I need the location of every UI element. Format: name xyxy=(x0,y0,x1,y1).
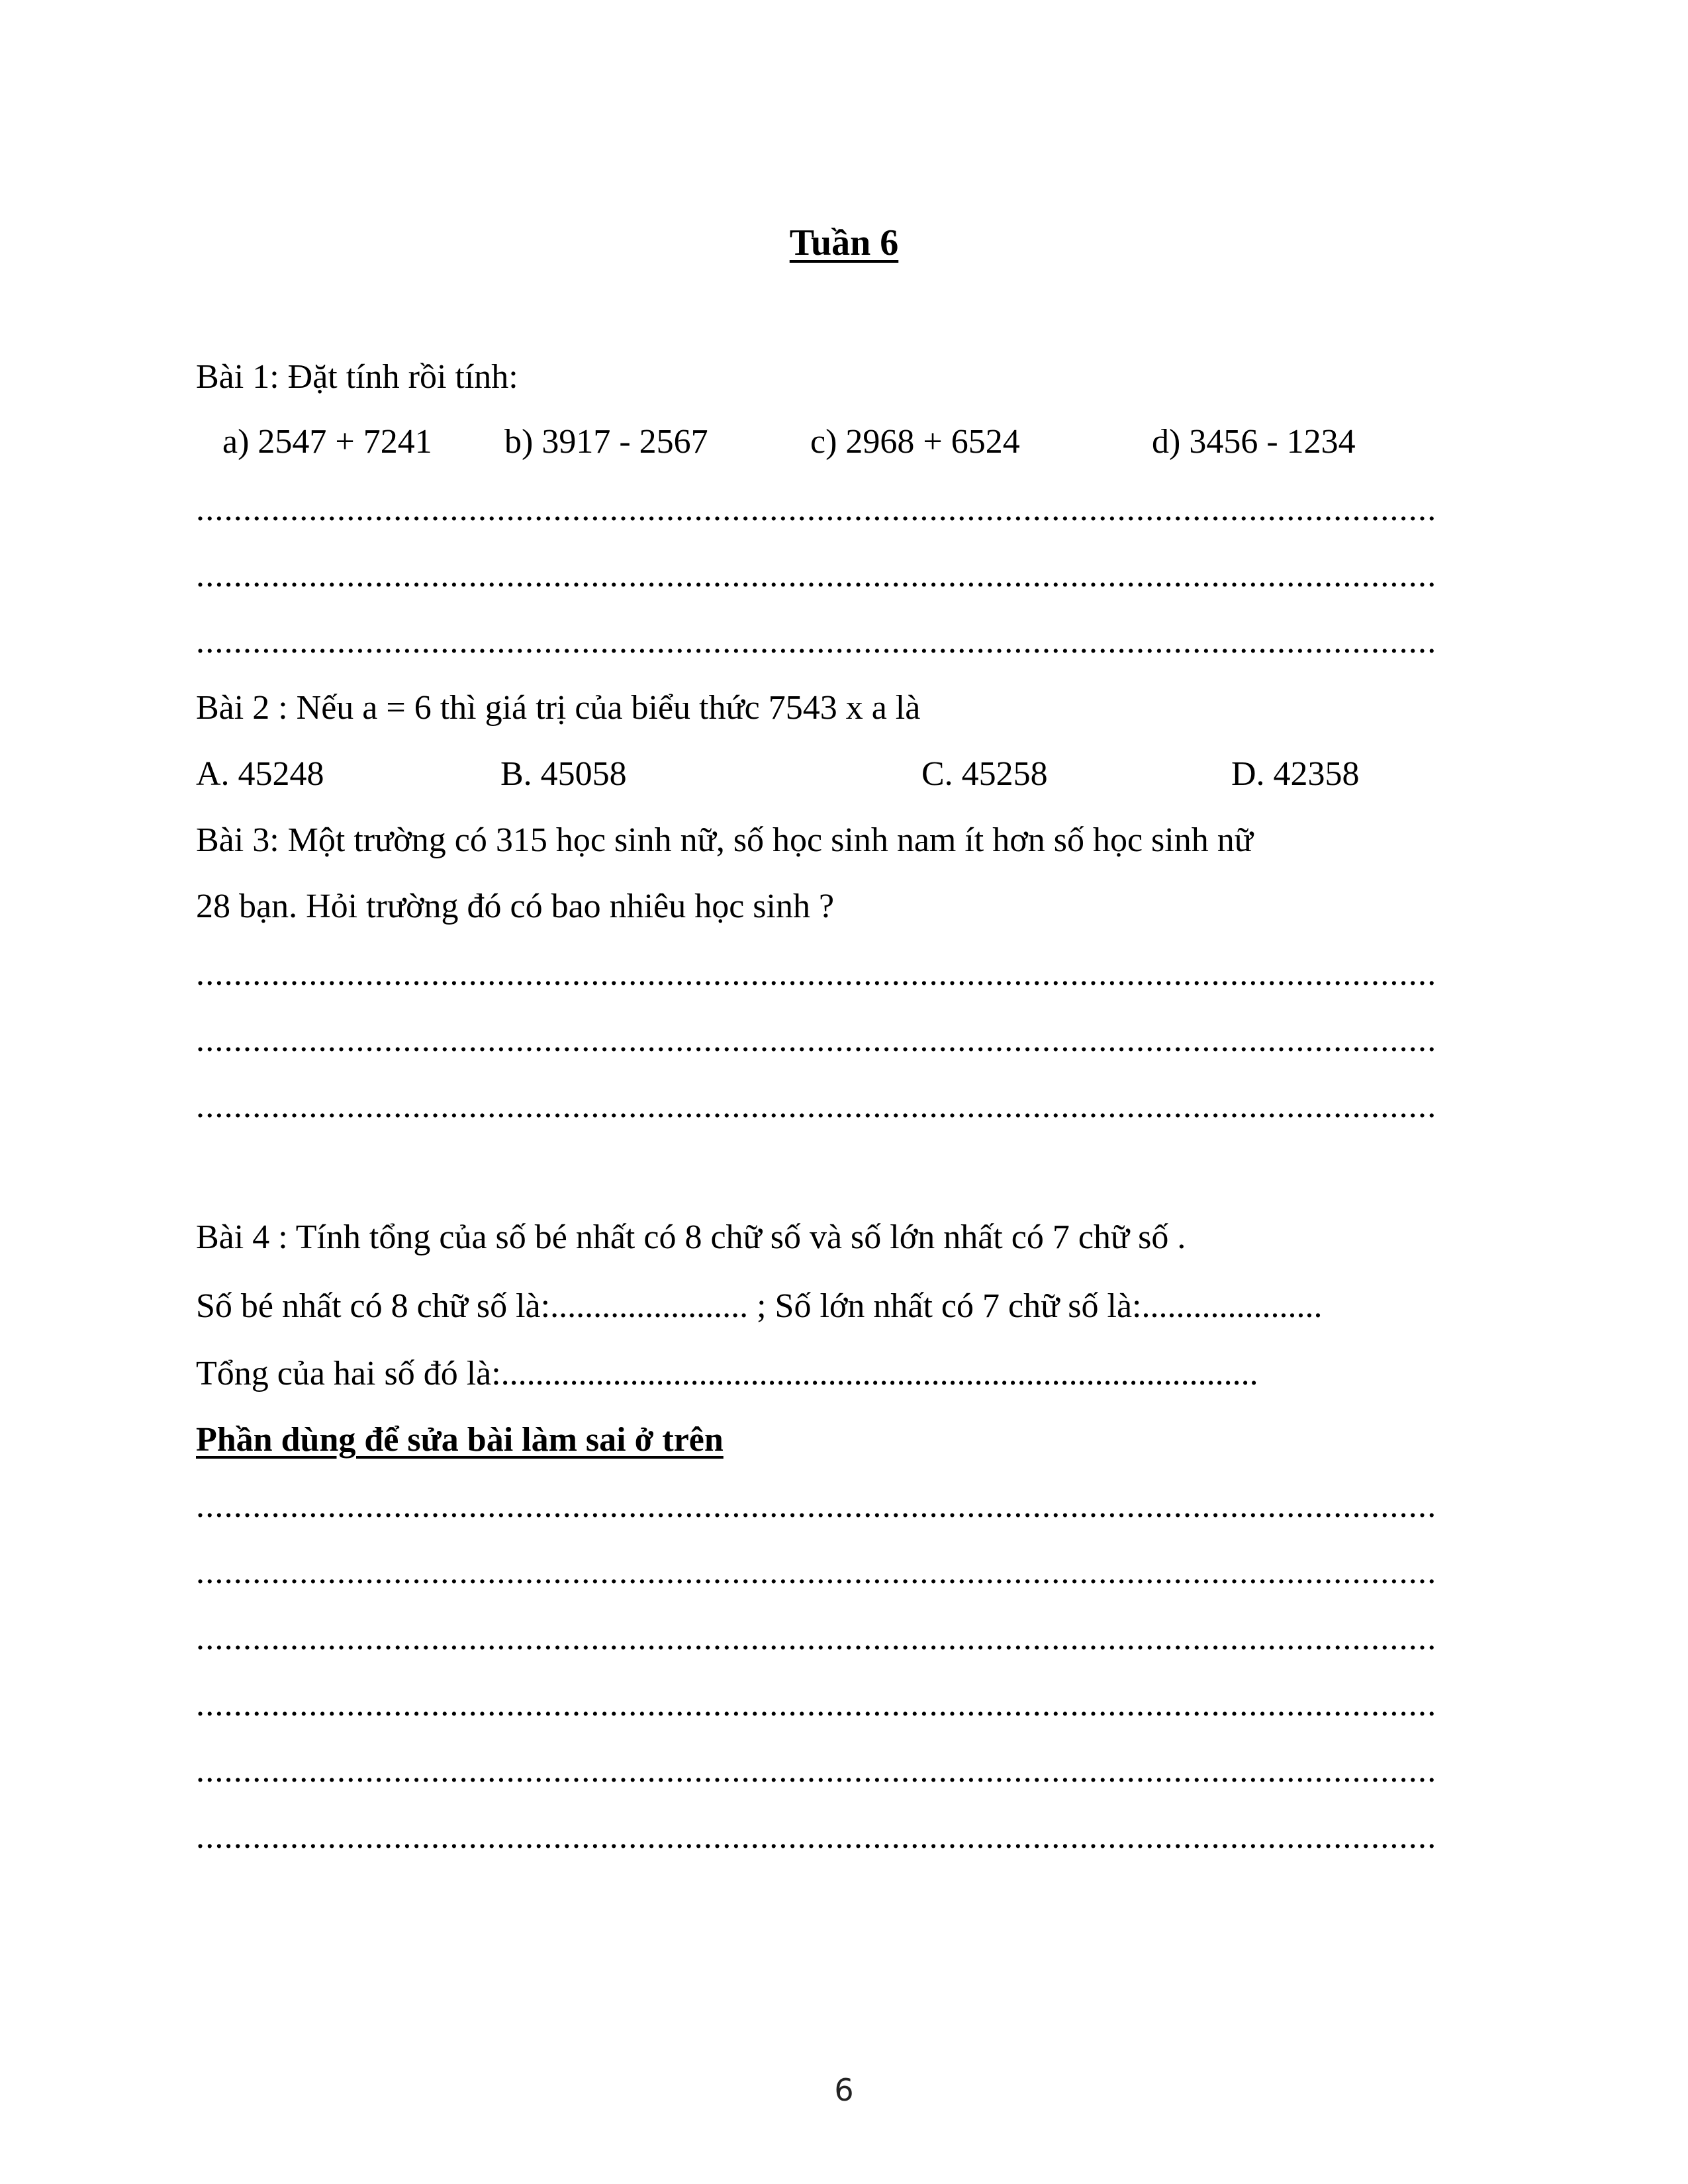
bai2-option-a: A. 45248 xyxy=(196,755,324,793)
answer-line: .................................................................................................................................... xyxy=(196,1818,1437,1856)
answer-line: .................................................................................................................................... xyxy=(196,490,1437,528)
bai1-item-a: a) 2547 + 7241 xyxy=(222,423,432,461)
answer-line: .................................................................................................................................... xyxy=(196,623,1437,660)
bai2-heading: Bài 2 : Nếu a = 6 thì giá trị của biểu thức 7543 x a là xyxy=(196,689,921,727)
bai4-line2: Số bé nhất có 8 chữ số là:....................... ; Số lớn nhất có 7 chữ số là:..................... xyxy=(196,1287,1323,1325)
bai2-option-c: C. 45258 xyxy=(921,755,1048,793)
bai1-item-b: b) 3917 - 2567 xyxy=(504,423,708,461)
answer-line: .................................................................................................................................... xyxy=(196,1686,1437,1723)
bai1-item-d: d) 3456 - 1234 xyxy=(1152,423,1356,461)
answer-line: .................................................................................................................................... xyxy=(196,1553,1437,1591)
answer-line: .................................................................................................................................... xyxy=(196,1021,1437,1059)
answer-line: .................................................................................................................................... xyxy=(196,1487,1437,1525)
answer-line: .................................................................................................................................... xyxy=(196,955,1437,993)
bai1-heading: Bài 1: Đặt tính rồi tính: xyxy=(196,358,518,396)
answer-line: .................................................................................................................................... xyxy=(196,1087,1437,1125)
answer-line: .................................................................................................................................... xyxy=(196,557,1437,594)
page-title: Tuần 6 xyxy=(789,222,899,263)
bai3-line2: 28 bạn. Hỏi trường đó có bao nhiêu học sinh ? xyxy=(196,887,835,925)
bai4-heading: Bài 4 : Tính tổng của số bé nhất có 8 chữ số và số lớn nhất có 7 chữ số . xyxy=(196,1218,1186,1256)
bai4-line3: Tổng của hai số đó là:........................................................................................ xyxy=(196,1355,1258,1392)
page-number: 6 xyxy=(834,2072,854,2108)
bai2-option-d: D. 42358 xyxy=(1231,755,1360,793)
answer-line: .................................................................................................................................... xyxy=(196,1752,1437,1790)
answer-line: .................................................................................................................................... xyxy=(196,1619,1437,1657)
bai3-line1: Bài 3: Một trường có 315 học sinh nữ, số học sinh nam ít hơn số học sinh nữ xyxy=(196,821,1253,859)
correction-heading: Phần dùng để sửa bài làm sai ở trên xyxy=(196,1421,724,1459)
bai2-option-b: B. 45058 xyxy=(500,755,627,793)
bai1-item-c: c) 2968 + 6524 xyxy=(810,423,1020,461)
